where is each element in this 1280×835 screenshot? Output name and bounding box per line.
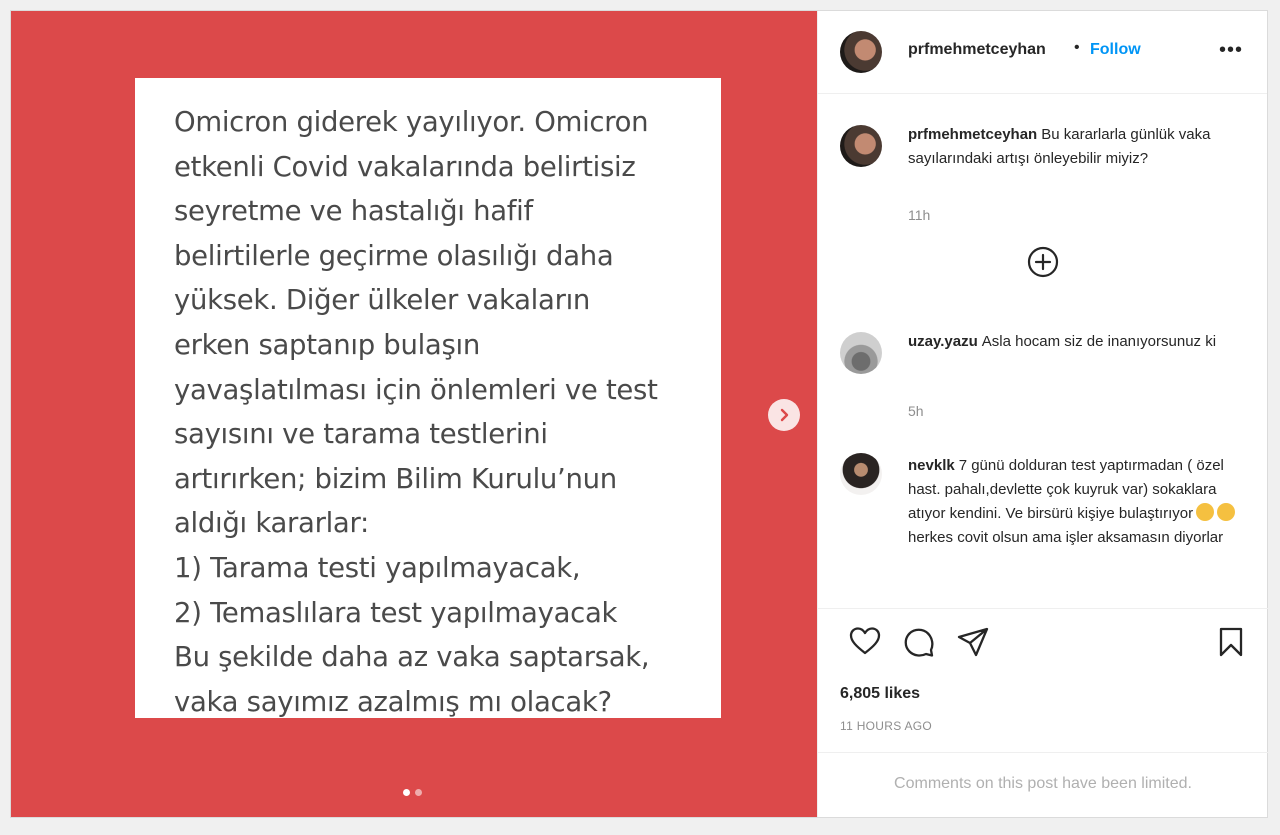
carousel-dot [415, 789, 422, 796]
comment-text: Asla hocam siz de inanıyorsunuz ki [981, 333, 1217, 350]
comment-time[interactable]: 5h [908, 403, 924, 419]
likes-count[interactable]: 6,805 likes [840, 685, 921, 702]
avatar[interactable] [840, 31, 882, 73]
comments-limited-notice: Comments on this post have been limited. [818, 752, 1268, 817]
post-header [818, 11, 1267, 94]
post-image-text: Omicron giderek yayılıyor. Omicron etkenli Covid vakalarında belirtisiz seyretme ve hastalığı hafif belirtilerle geçirme olasılığı daha yüksek. Diğer ülkeler vakaların erken saptanıp bulaşın yavaşlatılması için önlemleri ve test sayısını ve tarama testlerini artırırken; bizim Bilim Kurulu’nun aldığı kararlar: 1) Tarama testi yapılmayacak, 2) Temaslılara test yapılmayacak Bu şekilde daha az vaka saptarsak, vaka sayımız azalmış mı olacak? [174, 106, 658, 718]
header-username[interactable]: prfmehmetceyhan [908, 41, 1046, 58]
comment-username[interactable]: uzay.yazu [908, 333, 978, 350]
avatar[interactable] [840, 453, 882, 495]
comments-list [818, 95, 1268, 609]
avatar[interactable] [840, 332, 882, 374]
caption-text: Bu kararlarla günlük vaka sayılarındaki artışı önleyebilir miyiz? [908, 126, 1211, 167]
comment-text-continued: herkes covit olsun ama işler aksamasın diyorlar [908, 529, 1224, 546]
comment-bubble-icon[interactable] [902, 625, 936, 659]
post-actions [818, 625, 1268, 669]
header-separator: • [1074, 39, 1080, 56]
share-send-icon[interactable] [956, 625, 990, 659]
chevron-right-icon [777, 408, 791, 422]
load-more-comments-icon[interactable] [1026, 245, 1060, 279]
comment-text: 7 günü dolduran test yaptırmadan ( özel hast. pahalı,devlette çok kuyruk var) sokaklara atıyor kendini. Ve birsürü kişiye bulaştırıyor [908, 457, 1224, 522]
comment-username[interactable]: nevklk [908, 457, 955, 474]
carousel-next-button[interactable] [768, 399, 800, 431]
post-sidebar [817, 11, 1267, 817]
like-heart-icon[interactable] [848, 625, 882, 659]
carousel-dot-active [403, 789, 410, 796]
more-options-icon[interactable]: ••• [1218, 39, 1243, 61]
post-timestamp[interactable]: 11 HOURS AGO [840, 719, 933, 733]
save-bookmark-icon[interactable] [1214, 625, 1248, 659]
caption-username[interactable]: prfmehmetceyhan [908, 126, 1038, 143]
sad-face-emoji-icon [1196, 503, 1214, 521]
text-card [135, 78, 721, 718]
caption-time[interactable]: 11h [908, 207, 931, 223]
follow-button[interactable]: Follow [1090, 41, 1141, 58]
carousel-indicator [403, 789, 422, 796]
avatar[interactable] [840, 125, 882, 167]
post-media [11, 11, 817, 817]
sad-face-emoji-icon [1217, 503, 1235, 521]
post-dialog [10, 10, 1268, 818]
